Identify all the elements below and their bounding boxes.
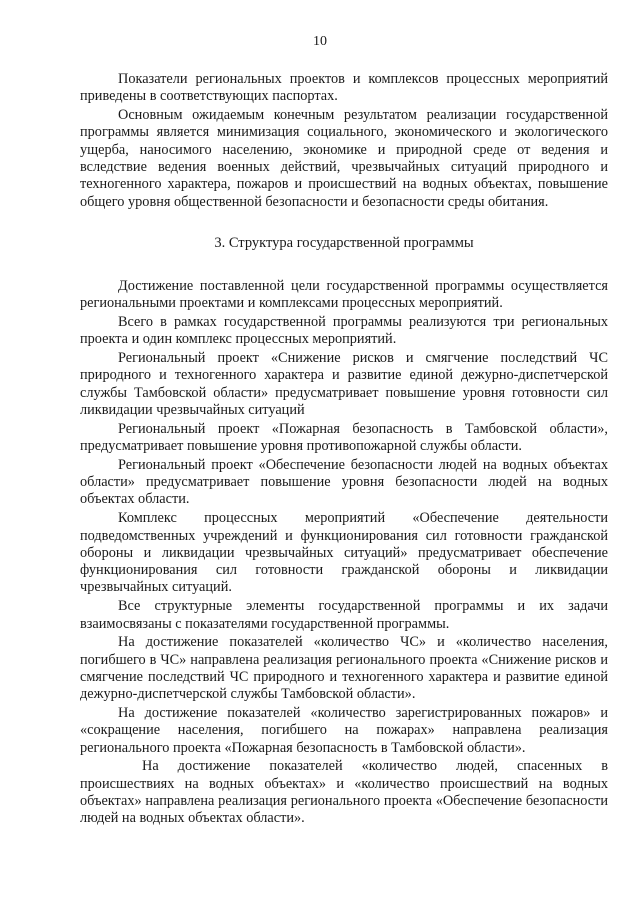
- paragraph-expected-result: Основным ожидаемым конечным результатом реализации государственной программы является минимизация социального, экономического и экологического ущерба, наносимого населению, экономике и природной среде от ведения и вследствие ведения военных действий, чрезвычайных ситуаций природного и техногенного характера, пожаров и происшествий на водных объектах, повышение общего уровня общественной безопасности и безопасности среды обитания.: [80, 107, 608, 210]
- section-heading: 3. Структура государственной программы: [214, 234, 474, 251]
- page-number: 10: [313, 34, 327, 49]
- paragraph-elements-linked: Все структурные элементы государственной программы и их задачи взаимосвязаны с показателями государственной программы.: [80, 598, 608, 632]
- paragraph-total-projects: Всего в рамках государственной программы реализуются три региональных проекта и один комплекс процессных мероприятий.: [80, 313, 608, 348]
- paragraph-goal-achievement: Достижение поставленной цели государственной программы осуществляется региональными проектами и комплексами процессных мероприятий.: [80, 277, 608, 312]
- document-body: [80, 71, 608, 829]
- paragraph-project-water: Региональный проект «Обеспечение безопасности людей на водных объектах области» предусматривает повышение уровня безопасности людей на водных объектах области.: [80, 456, 608, 508]
- paragraph-indicators: Показатели региональных проектов и комплексов процессных мероприятий приведены в соответствующих паспортах.: [80, 71, 608, 105]
- paragraph-process-complex: Комплекс процессных мероприятий «Обеспечение деятельности подведомственных учреждений и функционирования сил готовности гражданской обороны и ликвидации чрезвычайных ситуаций» предусматривает обеспечение функционирования сил готовности гражданской обороны и ликвидации чрезвычайных ситуаций.: [80, 510, 608, 596]
- paragraph-indicators-water: На достижение показателей «количество людей, спасенных в происшествиях на водных объектах» и «количество происшествий на водных объектах» направлена реализация регионального проекта «Обеспечение безопасности людей на водных объектах области».: [80, 758, 608, 827]
- paragraph-project-fire: Региональный проект «Пожарная безопасность в Тамбовской области», предусматривает повышение уровня противопожарной службы области.: [80, 420, 608, 455]
- paragraph-indicators-emergency: На достижение показателей «количество ЧС» и «количество населения, погибшего в ЧС» направлена реализация регионального проекта «Снижение рисков и смягчение последствий ЧС природного и техногенного характера и развитие единой дежурно-диспетчерской службы Тамбовской области».: [80, 634, 608, 703]
- paragraph-project-emergency: Региональный проект «Снижение рисков и смягчение последствий ЧС природного и техногенного характера и развитие единой дежурно-диспетчерской службы Тамбовской области» предусматривает повышение уровня готовности сил ликвидации чрезвычайных ситуаций: [80, 350, 608, 418]
- paragraph-indicators-fire: На достижение показателей «количество зарегистрированных пожаров» и «сокращение населения, погибшего на пожарах» направлена реализация регионального проекта «Пожарная безопасность в Тамбовской области».: [80, 705, 608, 756]
